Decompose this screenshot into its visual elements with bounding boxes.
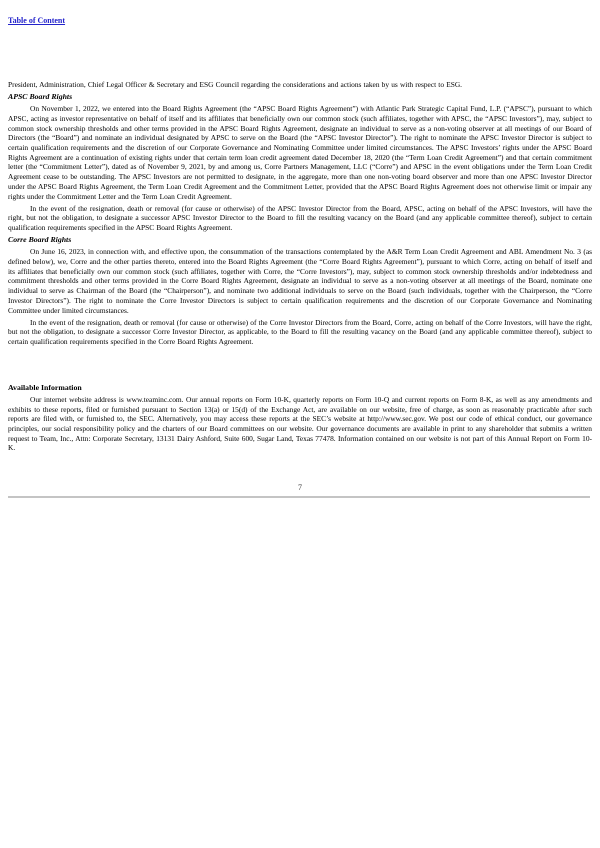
table-of-contents-link[interactable]: Table of Content	[8, 16, 66, 25]
corre-paragraph-1: On June 16, 2023, in connection with, and effective upon, the consummation of the transactions contemplated by the A&R Term Loan Credit Agreement and ABL Amendment No. 3 (as defined below), we, Corre and the other parties thereto, entered into the Board Rights Agreement (the “Corre Board Rights Agreement”), pursuant to which Corre, acting on behalf of itself and its affiliates that beneficially own our common stock (such affiliates, together with Corre, the “Corre Investors”), may, subject to common stock ownership thresholds and/or indebtedness and commitment thresholds and other terms provided in the Corre Board Rights Agreement, designate an individual to serve as a non-voting observer at all meetings of the Board, nominate one individual to serve as Chairman of the Board (the “Chairperson”), and nominate two additional individuals to serve on the Board (such individuals, together with the Chairperson, the “Corre Investor Directors”). The right to nominate the Corre Investor Directors is subject to certain qualification requirements and the discretion of our Corporate Governance and Nominating Committee under limited circumstances.	[8, 247, 592, 315]
apsc-paragraph-1: On November 1, 2022, we entered into the Board Rights Agreement (the “APSC Board Rights Agreement”) with Atlantic Park Strategic Capital Fund, L.P. (“APSC”), pursuant to which APSC, acting as investor representative on behalf of itself and its affiliates that beneficially own our common stock (such affiliates, together with APSC, the “APSC Investors”), may, subject to common stock ownership thresholds and other terms provided in the APSC Board Rights Agreement, designate an individual to serve as a non-voting observer at all meetings of our Board of Directors (the “Board”) and nominate an individual designated by APSC to serve on the Board (the “APSC Investor Director”). The right to nominate the APSC Investor Director is subject to certain qualification requirements and the discretion of our Corporate Governance and Nominating Committee under limited circumstances. The APSC Investors’ rights under the APSC Board Rights Agreement are a continuation of existing rights under that certain term loan credit agreement dated December 18, 2020 (the “Term Loan Credit Agreement”) and that certain commitment letter (the “Commitment Letter”), dated as of November 9, 2021, by and among us, Corre Partners Management, LLC (“Corre”) and APSC in the event obligations under the Term Loan Credit Agreement cease to be outstanding. The APSC Investors are not permitted to designate, in the aggregate, more than one non-voting board observer and more than one APSC Investor Director under the APSC Board Rights Agreement, the Term Loan Credit Agreement and the Commitment Letter, provided that the APSC Board Rights Agreement does not otherwise limit or impair any rights under the Commitment Letter and the Term Loan Credit Agreement.	[8, 104, 592, 201]
document-body	[0, 80, 600, 453]
corre-paragraph-2: In the event of the resignation, death or removal (for cause or otherwise) of the Corre Investor Directors from the Board, Corre, acting on behalf of the Corre Investors, will have the right, but not the obligation, to designate a successor Corre Investor Director, as applicable, to the Board to fill the resulting vacancy on the Board (and any applicable committee thereof), subject to certain qualification requirements specified in the Corre Board Rights Agreement.	[8, 317, 592, 347]
footer-divider	[8, 496, 590, 498]
apsc-board-rights-heading: APSC Board Rights	[8, 92, 73, 102]
intro-continuation-paragraph: President, Administration, Chief Legal Officer & Secretary and ESG Council regarding the considerations and actions taken by us with respect to ESG.	[8, 80, 463, 89]
apsc-paragraph-2: In the event of the resignation, death or removal (for cause or otherwise) of the APSC Investor Director from the Board, APSC, acting on behalf of the APSC Investors, will have the right, but not the obligation, to designate a successor APSC Investor Director to the Board to fill the resulting vacancy on the Board (and any applicable committee thereof), subject to certain qualification requirements specified in the APSC Board Rights Agreement.	[8, 203, 592, 233]
available-information-paragraph: Our internet website address is www.teaminc.com. Our annual reports on Form 10-K, quarterly reports on Form 10-Q and current reports on Form 8-K, as well as any amendments and exhibits to these reports, filed or furnished pursuant to Section 13(a) or 15(d) of the Exchange Act, are available on our website, free of charge, as soon as reasonably practicable after such reports are filed with, or furnished to, the SEC. Alternatively, you may access these reports at the SEC’s website at http://www.sec.gov. We post our code of ethical conduct, our governance principles, our social responsibility policy and the charters of our Board committees on our website. Our governance documents are available in print to any shareholder that submits a written request to Team, Inc., Attn: Corporate Secretary, 13131 Dairy Ashford, Suite 600, Sugar Land, Texas 77478. Information contained on our website is not part of this Annual Report on Form 10-K.	[8, 394, 592, 453]
available-information-heading: Available Information	[8, 382, 82, 392]
page-number: 7	[298, 483, 302, 492]
corre-board-rights-heading: Corre Board Rights	[8, 235, 72, 245]
